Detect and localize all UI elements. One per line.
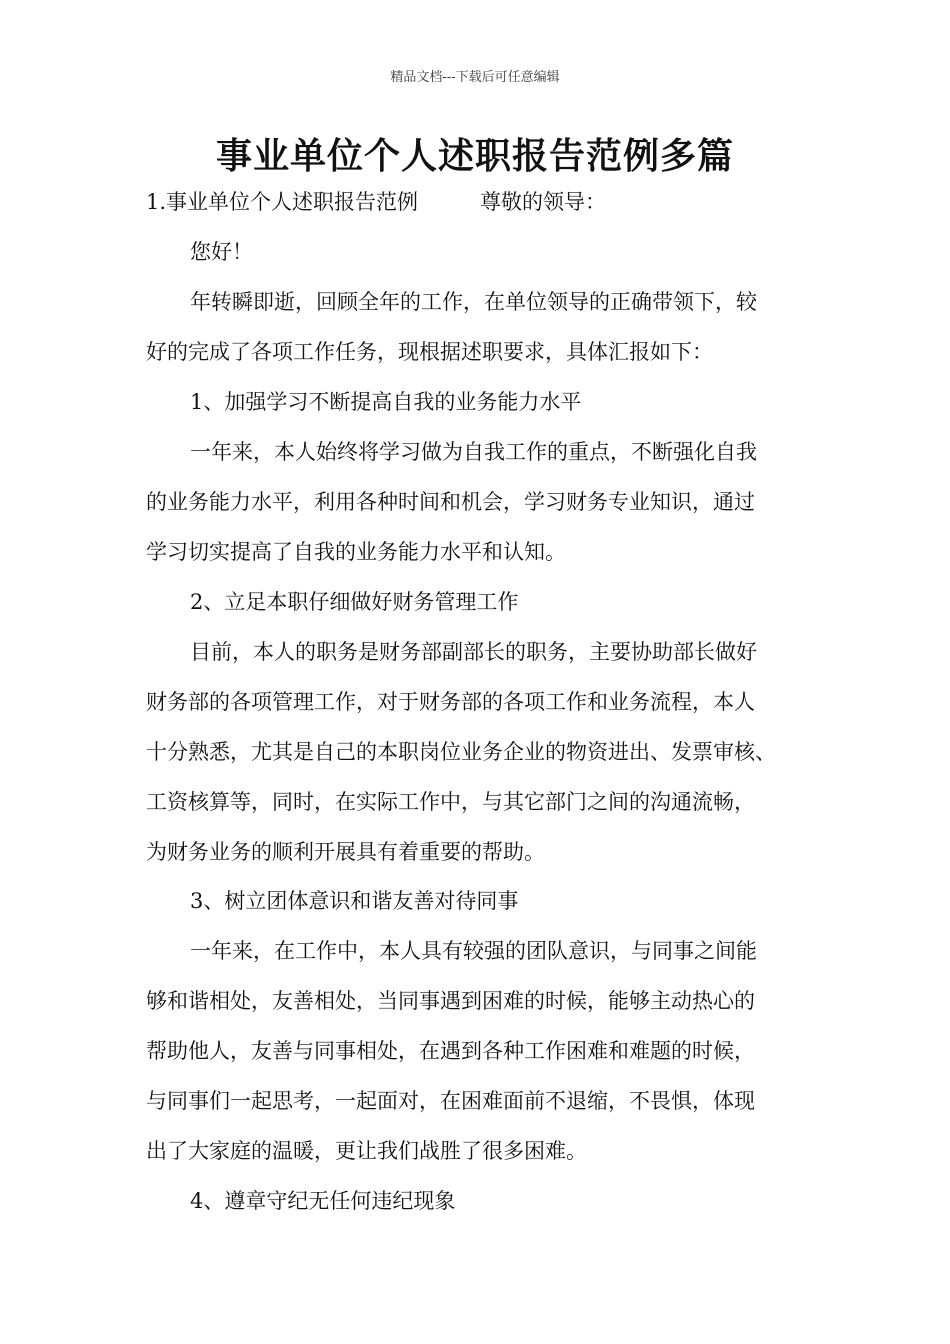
paragraph-line: 年转瞬即逝，回顾全年的工作，在单位领导的正确带领下，较 [190,290,757,314]
paragraph-line: 一年来，本人始终将学习做为自我工作的重点，不断强化自我 [190,440,757,464]
section-heading-1: 1.事业单位个人述职报告范例 [146,190,419,214]
paragraph-line: 工资核算等，同时，在实际工作中，与其它部门之间的沟通流畅， [146,790,755,814]
paragraph-line: 与同事们一起思考，一起面对，在困难面前不退缩，不畏惧，体现 [146,1089,755,1113]
page-header-note: 精品文档---下载后可任意编辑 [390,70,560,85]
paragraph-line: 帮助他人，友善与同事相处，在遇到各种工作困难和难题的时候， [146,1039,755,1063]
greeting-line: 您好！ [190,240,253,264]
paragraph-line: 学习切实提高了自我的业务能力水平和认知。 [146,540,566,564]
paragraph-line: 为财务业务的顺利开展具有着重要的帮助。 [146,840,545,864]
paragraph-line: 目前，本人的职务是财务部副部长的职务，主要协助部长做好 [190,640,757,664]
paragraph-line: 好的完成了各项工作任务，现根据述职要求，具体汇报如下： [146,340,713,364]
subheading: 1、加强学习不断提高自我的业务能力水平 [190,390,582,414]
salutation: 尊敬的领导： [480,190,606,214]
paragraph-line: 十分熟悉，尤其是自己的本职岗位业务企业的物资进出、发票审核、 [146,740,776,764]
document-title: 事业单位个人述职报告范例多篇 [215,135,734,177]
paragraph-line: 财务部的各项管理工作，对于财务部的各项工作和业务流程，本人 [146,690,755,714]
subheading: 4、遵章守纪无任何违纪现象 [190,1189,456,1213]
paragraph-line: 一年来，在工作中，本人具有较强的团队意识，与同事之间能 [190,939,757,963]
subheading: 3、树立团体意识和谐友善对待同事 [190,889,519,913]
paragraph-line: 够和谐相处，友善相处，当同事遇到困难的时候，能够主动热心的 [146,989,755,1013]
paragraph-line: 出了大家庭的温暖，更让我们战胜了很多困难。 [146,1139,587,1163]
subheading: 2、立足本职仔细做好财务管理工作 [190,590,519,614]
paragraph-line: 的业务能力水平，利用各种时间和机会，学习财务专业知识，通过 [146,490,755,514]
